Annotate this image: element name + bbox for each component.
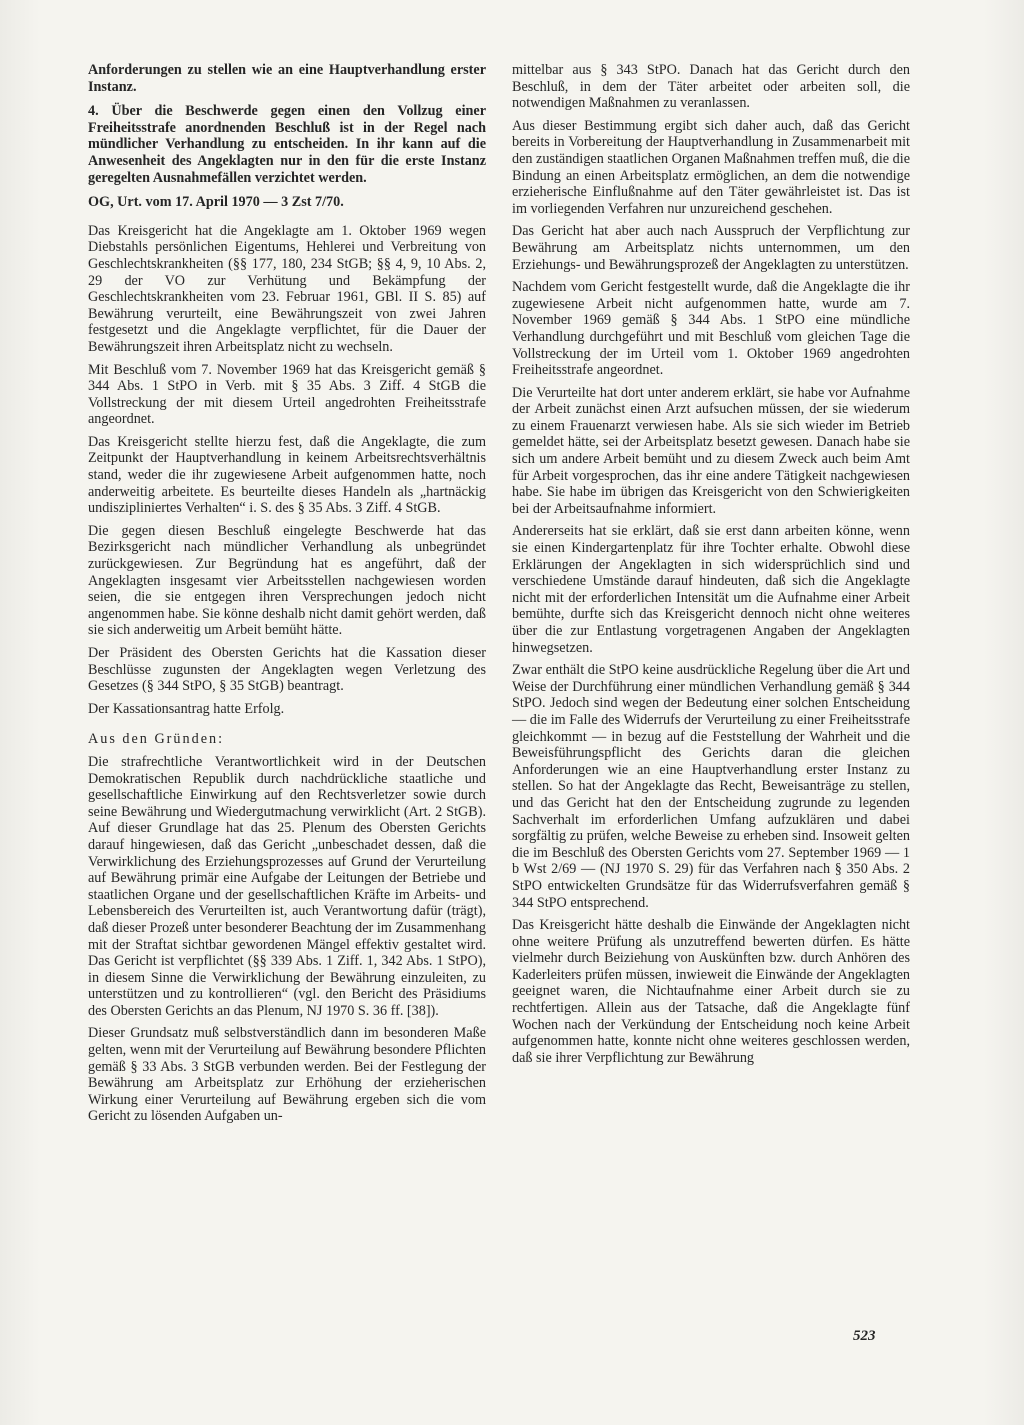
paragraph: Das Kreisgericht stellte hierzu fest, daß die Angeklagte, die zum Zeitpunkt der Hauptverhandlung in keinem Arbeitsrechtsverhältnis stand, weder die ihr zugewiesene Arbeit aufgenommen hatte, noch anderweitig arbeitete. Es beurteilte dieses Handeln als „hartnäckig undiszipliniertes Verhalten“ i. S. des § 35 Abs. 3 Ziff. 4 StGB. xyxy=(88,433,486,517)
paragraph: Zwar enthält die StPO keine ausdrückliche Regelung über die Art und Weise der Durchführung einer mündlichen Verhandlung gemäß § 344 StPO. Jedoch sind wegen der Bedeutung einer solchen Entscheidung — die im Falle des Widerrufs der Verurteilung zu einer Freiheitsstrafe gleichkommt — in bezug auf die Feststellung der Wahrheit und die Beweisführungspflicht des Gerichts daran die gleichen Anforderungen wie an eine Hauptverhandlung erster Instanz zu stellen. So hat der Angeklagte das Recht, Beweisanträge zu stellen, und das Gericht hat den der Entscheidung zugrunde zu legenden Sachverhalt im erforderlichen Umfang aufzuklären und dabei sorgfältig zu prüfen, welche Beweise zu erheben sind. Insoweit gelten die im Beschluß des Obersten Gerichts vom 27. September 1969 — 1 b Wst 2/69 — (NJ 1970 S. 29) für das Verfahren nach § 350 Abs. 2 StPO entwickelten Grundsätze für das Widerrufsverfahren gemäß § 344 StPO entsprechend. xyxy=(512,662,910,911)
paragraph: Die strafrechtliche Verantwortlichkeit wird in der Deutschen Demokratischen Republik durch nachdrückliche staatliche und gesellschaftliche Einwirkung auf den Rechtsverletzer sowie durch seine Bewährung und Wiedergutmachung verwirklicht (Art. 2 StGB). Auf dieser Grundlage hat das 25. Plenum des Obersten Gerichts darauf hingewiesen, daß das Gericht „unbeschadet dessen, daß die Verwirklichung des Erziehungsprozesses auf Grund der Verurteilung auf Bewährung primär eine Aufgabe der Leitungen der Betriebe und staatlichen Organe und der gesellschaftlichen Kräfte im Arbeits- und Lebensbereich des Verurteilten ist, auch Verantwortung dafür (trägt), daß dieser Prozeß unter besonderer Beachtung der im Zusammenhang mit der Straftat sichtbar gewordenen Mängel effektiv gestaltet wird. Das Gericht ist verpflichtet (§§ 339 Abs. 1 Ziff. 1, 342 Abs. 1 StPO), in diesem Sinne die Verwirklichung der Bewährung einzuleiten, zu unterstützen und zu kontrollieren“ (vgl. den Bericht des Präsidiums des Obersten Gerichts an das Plenum, NJ 1970 S. 36 ff. [38]). xyxy=(88,753,486,1019)
paragraph: Die Verurteilte hat dort unter anderem erklärt, sie habe vor Aufnahme der Arbeit zunächst einen Arzt aufsuchen müssen, der sie wiederum zu einem Frauenarzt verwiesen habe. Als sie sich wieder im Betrieb gemeldet hätte, sei der Arbeitsplatz besetzt gewesen. Danach habe sie sich um andere Arbeit bemüht und zu diesem Zweck auch beim Amt für Arbeit vorgesprochen, das ihr eine andere Tätigkeit nachgewiesen habe. Sie habe im übrigen das Kreisgericht von den Schwierigkeiten bei der Arbeitsaufnahme informiert. xyxy=(512,384,910,517)
headnote-continuation: Anforderungen zu stellen wie an eine Hauptverhandlung erster Instanz. xyxy=(88,62,486,95)
right-column xyxy=(512,62,910,1072)
paragraph: Mit Beschluß vom 7. November 1969 hat das Kreisgericht gemäß § 344 Abs. 1 StPO in Verb. mit § 35 Abs. 3 Ziff. 4 StGB die Vollstreckung der mit diesem Urteil angedrohten Freiheitsstrafe angeordnet. xyxy=(88,361,486,428)
paragraph: Das Kreisgericht hat die Angeklagte am 1. Oktober 1969 wegen Diebstahls persönlichen Eigentums, Hehlerei und Verbreitung von Geschlechtskrankheiten (§§ 177, 180, 234 StGB; §§ 4, 9, 10 Abs. 2, 29 der VO zur Verhütung und Bekämpfung der Geschlechtskrankheiten vom 23. Februar 1961, GBl. II S. 85) auf Bewährung verurteilt, eine Bewährungszeit von zwei Jahren festgesetzt und die Angeklagte verpflichtet, für die Dauer der Bewährungszeit ihren Arbeitsplatz nicht zu wechseln. xyxy=(88,222,486,355)
paragraph: Das Kreisgericht hätte deshalb die Einwände der Angeklagten nicht ohne weitere Prüfung als unzutreffend bewerten dürfen. Es hätte vielmehr durch Beiziehung von Auskünften bzw. durch Anhören des Kaderleiters prüfen müssen, inwieweit die Einwände der Angeklagten geeignet waren, die Nichtaufnahme einer Arbeit durch sie zu rechtfertigen. Allein aus der Tatsache, daß die Angeklagte fünf Wochen nach der Verkündung der Entscheidung noch keine Arbeit aufgenommen hatte, konnte nicht ohne weiteres geschlossen werden, daß sie ihrer Verpflichtung zur Bewährung xyxy=(512,917,910,1066)
paragraph: Aus dieser Bestimmung ergibt sich daher auch, daß das Gericht bereits in Vorbereitung der Hauptverhandlung in Zusammenarbeit mit den zuständigen staatlichen Organen Maßnahmen treffen muß, die die Bindung an einen Arbeitsplatz ermöglichen, an dem die notwendige erzieherische Einflußnahme auf den Täter gewährleistet ist. Das ist im vorliegenden Verfahren nur unzureichend geschehen. xyxy=(512,117,910,217)
headnote-4: 4. Über die Beschwerde gegen einen den Vollzug einer Freiheitsstrafe anordnenden Beschluß ist in der Regel nach mündlicher Verhandlung zu entscheiden. In ihr kann auf die Anwesenheit des Angeklagten nur in den für die erste Instanz geregelten Ausnahmefällen verzichtet werden. xyxy=(88,103,486,186)
page-number: 523 xyxy=(853,1328,876,1344)
paragraph: Der Kassationsantrag hatte Erfolg. xyxy=(88,700,285,717)
paragraph: Die gegen diesen Beschluß eingelegte Beschwerde hat das Bezirksgericht nach mündlicher Verhandlung als unbegründet zurückgewiesen. Zur Begründung hat es angeführt, daß der Angeklagten insgesamt vier Arbeitsstellen nachgewiesen worden seien, die sie entgegen ihren Versprechungen jedoch nicht angenommen habe. Sie könne deshalb nicht damit gehört werden, daß sie sich anderweitig um Arbeit bemüht hätte. xyxy=(88,522,486,639)
case-citation: OG, Urt. vom 17. April 1970 — 3 Zst 7/70. xyxy=(88,194,344,211)
reasons-heading: Aus den Gründen: xyxy=(88,731,225,748)
paragraph: Das Gericht hat aber auch nach Ausspruch der Verpflichtung zur Bewährung am Arbeitsplatz nichts unternommen, um den Erziehungs- und Bewährungsprozeß der Angeklagten zu unterstützen. xyxy=(512,223,910,273)
left-column xyxy=(88,62,486,1131)
paragraph: Nachdem vom Gericht festgestellt wurde, daß die Angeklagte die ihr zugewiesene Arbeit nicht aufgenommen hatte, wurde am 7. November 1969 gemäß § 344 Abs. 1 StPO eine mündliche Verhandlung durchgeführt und mit Beschluß vom gleichen Tage die Vollstreckung der im Urteil vom 1. Oktober 1969 angedrohten Freiheitsstrafe angeordnet. xyxy=(512,279,910,379)
paragraph: mittelbar aus § 343 StPO. Danach hat das Gericht durch den Beschluß, in dem der Täter arbeitet oder arbeiten soll, die notwendigen Maßnahmen zu veranlassen. xyxy=(512,62,910,112)
paragraph: Dieser Grundsatz muß selbstverständlich dann im besonderen Maße gelten, wenn mit der Verurteilung auf Bewährung besondere Pflichten gemäß § 33 Abs. 3 StGB verbunden werden. Bei der Festlegung der Bewährung am Arbeitsplatz zur Erhöhung der erzieherischen Wirkung einer Verurteilung auf Bewährung ergeben sich die vom Gericht zu lösenden Aufgaben un- xyxy=(88,1025,486,1125)
paragraph: Der Präsident des Obersten Gerichts hat die Kassation dieser Beschlüsse zugunsten der Angeklagten wegen Verletzung des Gesetzes (§ 344 StPO, § 35 StGB) beantragt. xyxy=(88,645,486,695)
paragraph: Andererseits hat sie erklärt, daß sie erst dann arbeiten könne, wenn sie einen Kindergartenplatz für ihre Tochter erhalte. Obwohl diese Erklärungen der Angeklagten in sich widersprüchlich sind und verschiedene Umstände darauf hindeuten, daß sich die Angeklagte nicht mit der erforderlichen Intensität um die Aufnahme einer Arbeit bemühte, durfte sich das Kreisgericht dennoch nicht ohne weiteres über die zur Entlastung vorgetragenen Angaben der Angeklagten hinwegsetzen. xyxy=(512,523,910,656)
